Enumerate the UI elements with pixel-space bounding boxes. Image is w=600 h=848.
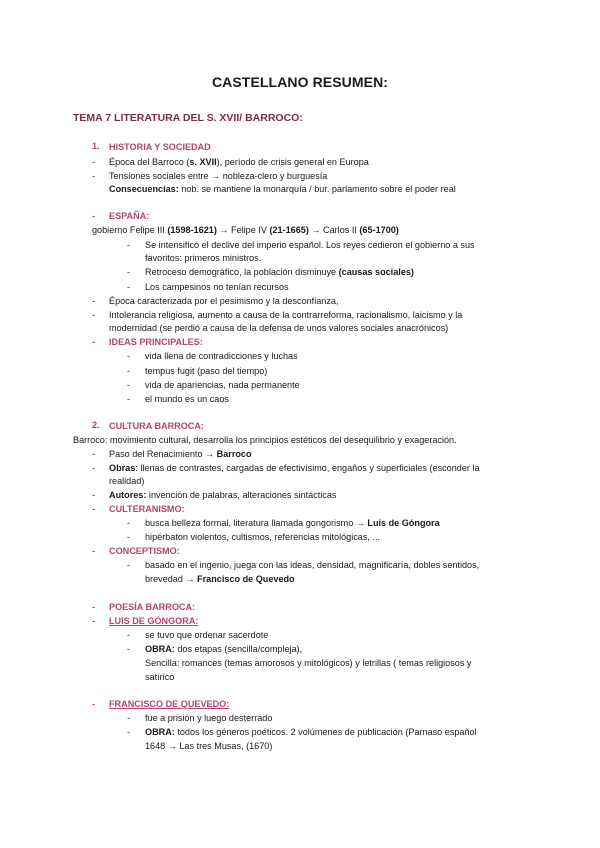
- bullet-dash: -: [92, 157, 96, 167]
- bullet-dash: -: [127, 727, 131, 737]
- sub-bullet-campesinos: Los campesinos no tenían recursos: [145, 282, 289, 292]
- sub-bullet-declive-cont: favoritos: primeros ministros.: [145, 253, 262, 263]
- subheading-conceptismo: CONCEPTISMO:: [109, 546, 180, 556]
- gongora-obra-cont: satírico: [145, 672, 175, 682]
- subheading-culteranismo: CULTERANISMO:: [109, 504, 185, 514]
- quevedo-obra: OBRA: todos los géneros poéticos. 2 volúmenes de publicación (Parnaso español: [145, 727, 477, 737]
- bullet-dash: -: [92, 211, 96, 221]
- bullet-dash: -: [127, 351, 131, 361]
- bullet-dash: -: [127, 560, 131, 570]
- bullet-dash: -: [92, 296, 96, 306]
- section-number: 1.: [92, 141, 100, 151]
- bullet-epoca: Época del Barroco (s. XVII), período de crisis general en Europa: [109, 157, 369, 167]
- bullet-dash: -: [127, 518, 131, 528]
- barroco-intro: Barroco: movimiento cultural, desarrolla los principios estéticos del desequilibrio y exageración.: [73, 435, 457, 445]
- bullet-dash: -: [92, 546, 96, 556]
- idea-item: vida de apariencias, nada permanente: [145, 380, 300, 390]
- sub-bullet-declive: Se intensificó el declive del imperio español. Los reyes cedieron el gobierno a sus: [145, 240, 475, 250]
- bullet-dash: -: [127, 644, 131, 654]
- bullet-intolerancia-cont: modernidad (se perdió a causa de la defensa de unos valores sociales anacrónicos): [109, 323, 449, 333]
- bullet-dash: -: [127, 366, 131, 376]
- bullet-dash: -: [92, 310, 96, 320]
- bullet-dash: -: [92, 463, 96, 473]
- subheading-quevedo: FRANCISCO DE QUEVEDO:: [109, 699, 230, 709]
- bullet-tensiones: Tensiones sociales entre → nobleza-clero y burguesía: [109, 171, 328, 181]
- bullet-dash: -: [92, 602, 96, 612]
- bullet-dash: -: [127, 380, 131, 390]
- bullet-intolerancia: Intolerancia religiosa, aumento a causa de la contrarreforma, racionalismo, laicismo y la: [109, 310, 463, 320]
- bullet-obras: Obras: llenas de contrastes, cargadas de efectivísimo, engaños y superficiales (esconder la: [109, 463, 480, 473]
- conc-item: basado en el ingenio, juega con las ideas, densidad, magnificaría, dobles sentidos,: [145, 560, 480, 570]
- bullet-paso: Paso del Renacimiento → Barroco: [109, 449, 252, 459]
- bullet-dash: -: [127, 630, 131, 640]
- quevedo-item: fue a prisión y luego desterrado: [145, 713, 273, 723]
- bullet-dash: -: [127, 267, 131, 277]
- subheading-espana: ESPAÑA:: [109, 211, 150, 221]
- bullet-dash: -: [92, 616, 96, 626]
- bullet-obras-cont: realidad): [109, 476, 145, 486]
- bullet-dash: -: [92, 699, 96, 709]
- idea-item: vida llena de contradicciones y luchas: [145, 351, 298, 361]
- subheading-ideas: IDEAS PRINCIPALES:: [109, 337, 203, 347]
- bullet-dash: -: [127, 282, 131, 292]
- consecuencias-line: Consecuencias: nob. se mantiene la monarquía / bur. parlamento sobre el poder real: [109, 184, 456, 194]
- document-title: CASTELLANO RESUMEN:: [211, 74, 389, 90]
- quevedo-obra-cont: 1648 → Las tres Musas, (1670): [145, 741, 273, 751]
- bullet-dash: -: [92, 449, 96, 459]
- gobierno-line: gobierno Felipe III (1598-1621) → Felipe IV (21-1665) → Carlos II (65-1700): [92, 225, 399, 235]
- topic-heading: TEMA 7 LITERATURA DEL S. XVII/ BARROCO:: [73, 112, 303, 124]
- bullet-dash: -: [92, 504, 96, 514]
- gongora-obra: OBRA: dos etapas (sencilla/compleja),: [145, 644, 303, 654]
- conc-item-cont: brevedad → Francisco de Quevedo: [145, 574, 295, 584]
- section-heading-cultura: CULTURA BARROCA:: [109, 421, 204, 431]
- bullet-pesimismo: Época caracterizada por el pesimismo y la desconfianza,: [109, 296, 339, 306]
- subheading-gongora: LUIS DE GÓNGORA:: [109, 616, 199, 626]
- gongora-obra-cont: Sencilla: romances (temas amorosos y mitológicos) y letrillas ( temas religiosos y: [145, 658, 472, 668]
- bullet-dash: -: [92, 337, 96, 347]
- cult-item: hipérbaton violentos, cultismos, referencias mitológicas, ...: [145, 532, 381, 542]
- bullet-dash: -: [92, 490, 96, 500]
- bullet-dash: -: [127, 240, 131, 250]
- sub-bullet-retroceso: Retroceso demográfico, la población disminuye (causas sociales): [145, 267, 414, 277]
- bullet-dash: -: [92, 171, 96, 181]
- bullet-autores: Autores: invención de palabras, alteraciones sintácticas: [109, 490, 337, 500]
- section-heading-historia: HISTORIA Y SOCIEDAD: [109, 142, 211, 152]
- bullet-dash: -: [127, 394, 131, 404]
- cult-item: busca belleza formal, literatura llamada gongorismo → Luis de Góngora: [145, 518, 440, 528]
- gongora-item: se tuvo que ordenar sacerdote: [145, 630, 269, 640]
- subheading-poesia: POESÍA BARROCA:: [109, 602, 196, 612]
- bullet-dash: -: [127, 532, 131, 542]
- idea-item: tempus fugit (paso del tiempo): [145, 366, 268, 376]
- section-number: 2.: [92, 420, 100, 430]
- bullet-dash: -: [127, 713, 131, 723]
- idea-item: el mundo es un caos: [145, 394, 229, 404]
